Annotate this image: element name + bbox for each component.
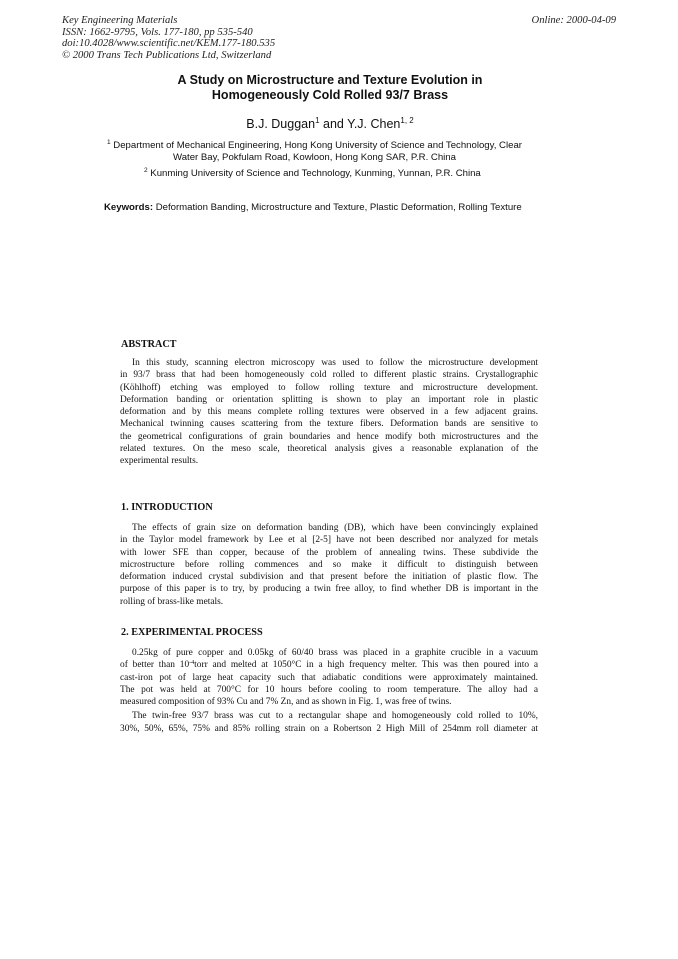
affiliation-1-line-1: Department of Mechanical Engineering, Hong Kong University of Science and Technology, Clear — [113, 140, 522, 151]
online-date: Online: 2000-04-09 — [531, 15, 616, 26]
author-2-affil: 1, 2 — [400, 116, 414, 125]
affiliation-1-line-2: Water Bay, Pokfulam Road, Kowloon, Hong Kong SAR, P.R. China — [173, 152, 456, 163]
affiliation-1 — [107, 140, 522, 153]
author-1-affil: 1 — [315, 116, 320, 125]
abstract-line: Mechanical twinning causes scattering from the texture fibers. Deformation bands are sensitive to — [120, 419, 538, 430]
author-1: B.J. Duggan — [246, 117, 316, 131]
experimental-line: The pot was held at 700°C for 10 hours before cooling to room temperature. The alloy had a — [120, 684, 538, 695]
affiliation-2-marker: 2 — [144, 167, 148, 174]
experimental-line: 0.25kg of pure copper and 0.05kg of 60/40 brass was placed in a graphite crucible in a vacuum — [132, 648, 538, 658]
introduction-line: rolling of brass-like metals. — [120, 596, 224, 607]
abstract-line: experimental results. — [120, 456, 199, 467]
experimental-line-pre: of better than 10 — [120, 660, 190, 671]
introduction-line: microstructure before rolling commences and so make it difficult to distinguish between — [120, 559, 538, 570]
abstract-body — [120, 357, 538, 468]
author-separator: and — [319, 117, 348, 131]
abstract-line: In this study, scanning electron microscopy was used to follow the microstructure development — [132, 358, 538, 368]
journal-header — [62, 15, 275, 61]
abstract-line: deformation and by this means complete rolling textures were observed in a few adjacent grains. — [120, 407, 538, 418]
title-line-2: Homogeneously Cold Rolled 93/7 Brass — [211, 88, 449, 102]
keywords-label: Keywords: — [104, 202, 154, 213]
affiliation-2-text: Kunming University of Science and Technology, Kunming, Yunnan, P.R. China — [150, 168, 481, 179]
experimental-heading: 2. EXPERIMENTAL PROCESS — [121, 627, 263, 638]
affiliation-1-marker: 1 — [107, 139, 111, 146]
introduction-line: in the Taylor model framework by Lee et al [2-5] have not been described nor analyzed for metals — [120, 535, 538, 546]
author-list — [110, 117, 550, 131]
experimental-line: The twin-free 93/7 brass was cut to a rectangular shape and homogeneously cold rolled to 10%, — [132, 711, 538, 722]
experimental-line: cast-iron pot of large heat capacity such that adiabatic conditions were approximately maintained. — [120, 672, 538, 683]
doi-line: doi:10.4028/www.scientific.net/KEM.177-180.535 — [62, 38, 276, 50]
title-line-1: A Study on Microstructure and Texture Evolution in — [177, 73, 483, 87]
introduction-line: purpose of this paper is to try, by producing a twin free alloy, to find whether DB is important in the — [120, 584, 538, 595]
experimental-body — [120, 647, 538, 735]
introduction-line: The effects of grain size on deformation banding (DB), which have been convincingly explained — [132, 523, 538, 533]
abstract-heading: ABSTRACT — [121, 339, 177, 350]
introduction-line: with lower SFE than copper, because of the problem of annealing twins. These subdivide the — [120, 547, 538, 558]
paper-title — [110, 73, 550, 103]
introduction-line: deformation induced crystal subdivision and that present before the initiation of plastic flow. The — [120, 572, 538, 583]
experimental-line: 30%, 50%, 65%, 75% and 85% rolling strain on a Robertson 2 High Mill of 254mm roll diameter at — [120, 723, 538, 734]
introduction-heading: 1. INTRODUCTION — [121, 502, 213, 513]
keywords-text: Deformation Banding, Microstructure and Texture, Plastic Deformation, Rolling Texture — [155, 202, 522, 213]
author-2: Y.J. Chen — [347, 117, 401, 131]
abstract-line: related textures. On the meso scale, theoretical analysis gives a reasonable explanation of the — [120, 444, 538, 455]
journal-name: Key Engineering Materials — [62, 15, 178, 26]
exponent: -4 — [189, 660, 195, 667]
affiliation-2 — [144, 168, 481, 181]
copyright-line: © 2000 Trans Tech Publications Ltd, Switzerland — [62, 49, 272, 61]
abstract-line: Deformation banding or orientation splitting is shown to play an important role in plastic — [120, 394, 538, 405]
abstract-line: the geometrical configurations of grain boundaries and hence modify both microstructures and the — [120, 431, 538, 442]
keywords — [104, 202, 522, 213]
experimental-line — [120, 659, 538, 671]
issn-line: ISSN: 1662-9795, Vols. 177-180, pp 535-540 — [62, 26, 253, 38]
experimental-line: measured composition of 93% Cu and 7% Zn, and as shown in Fig. 1, was free of twins. — [120, 697, 452, 708]
abstract-line: (Köhlhoff) etching was employed to follow rolling texture and microstructure development. — [120, 382, 538, 393]
introduction-body — [120, 522, 538, 608]
abstract-line: in 93/7 brass that had been homogeneously cold rolled to different plastic strains. Crystallographic — [120, 370, 538, 381]
experimental-line-post: torr and melted at 1050°C in a high frequency melter. This was then poured into a — [194, 660, 539, 671]
